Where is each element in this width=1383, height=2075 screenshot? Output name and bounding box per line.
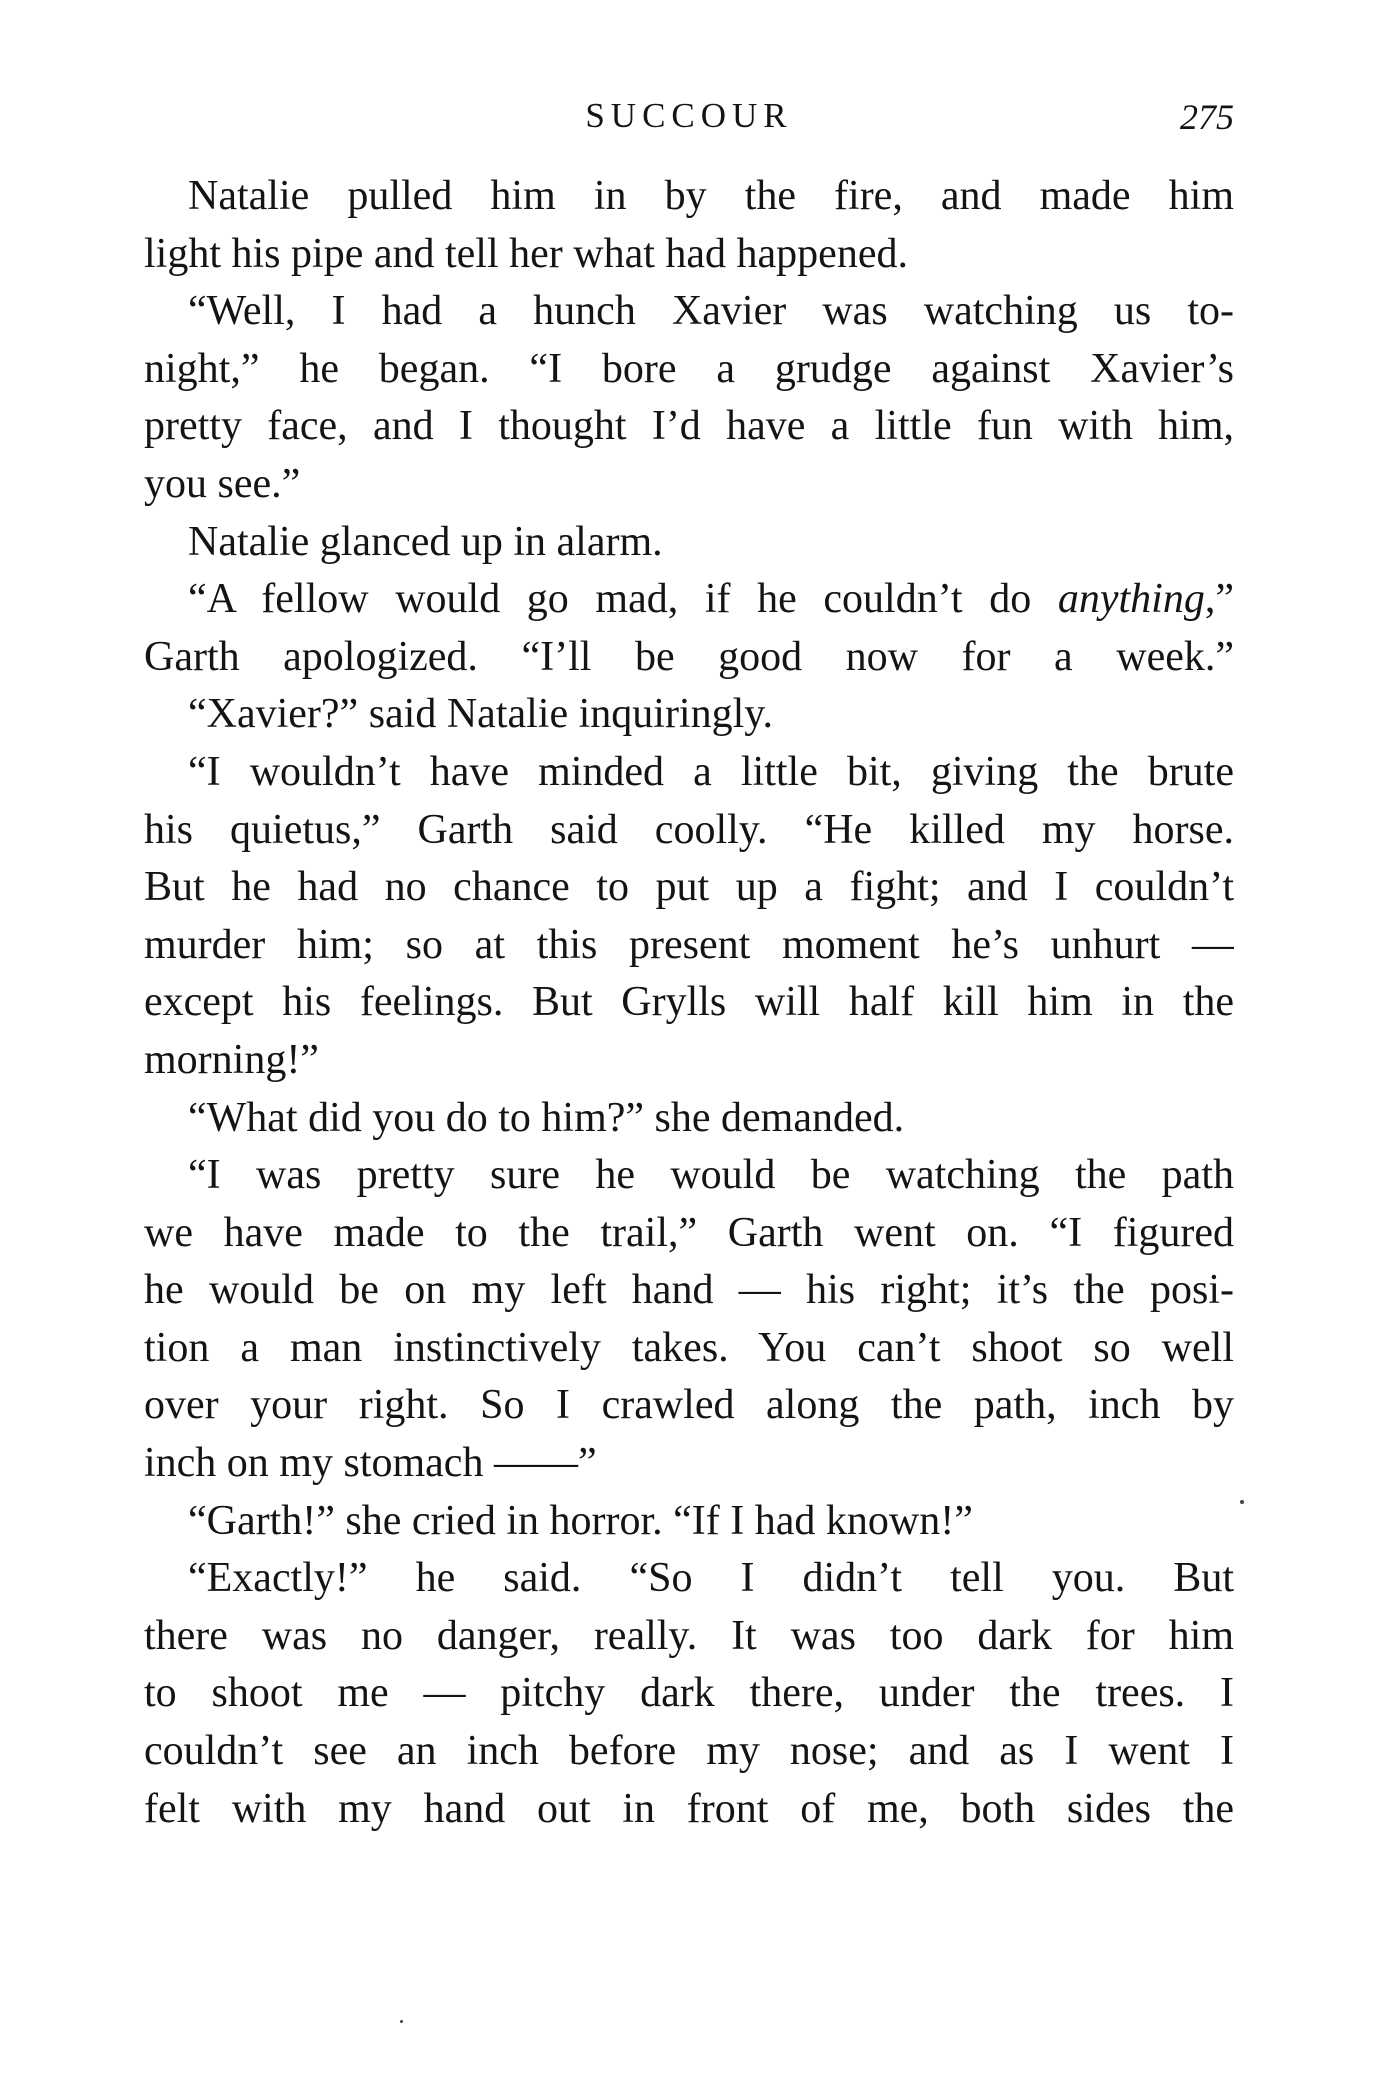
text-line: “Exactly!” he said. “So I didn’t tell you. But	[188, 1555, 1234, 1602]
page-number: 275	[1180, 97, 1234, 137]
text-line: Natalie glanced up in alarm.	[188, 518, 663, 565]
text-line: But he had no chance to put up a fight; and I couldn’t	[144, 864, 1234, 911]
text-line: Garth apologized. “I’ll be good now for a week.”	[144, 633, 1234, 680]
running-head: SUCCOUR	[585, 96, 793, 135]
text-line: over your right. So I crawled along the path, inch by	[144, 1382, 1234, 1429]
text-line: night,” he began. “I bore a grudge against Xavier’s	[144, 345, 1234, 392]
text-line: “Well, I had a hunch Xavier was watching us to-	[188, 288, 1234, 335]
text-line: felt with my hand out in front of me, both sides the	[144, 1785, 1234, 1832]
text-line: to shoot me — pitchy dark there, under the trees. I	[144, 1670, 1234, 1717]
text-line: we have made to the trail,” Garth went on. “I figured	[144, 1209, 1234, 1256]
text-line: inch on my stomach ——”	[144, 1440, 597, 1487]
text-line: couldn’t see an inch before my nose; and as I went I	[144, 1728, 1234, 1775]
text-line: Natalie pulled him in by the fire, and made him	[188, 173, 1234, 219]
text-line: “I wouldn’t have minded a little bit, giving the brute	[188, 748, 1234, 795]
print-speck	[400, 2020, 403, 2023]
text-line: except his feelings. But Grylls will half kill him in the	[144, 979, 1234, 1026]
text-line: there was no danger, really. It was too dark for him	[144, 1612, 1234, 1659]
text-line: “Xavier?” said Natalie inquiringly.	[188, 691, 774, 738]
text-line: “I was pretty sure he would be watching the path	[188, 1152, 1234, 1199]
text-line: “Garth!” she cried in horror. “If I had known!”	[188, 1497, 973, 1544]
print-speck	[1240, 1500, 1244, 1504]
text-line: you see.”	[144, 460, 301, 507]
text-line: pretty face, and I thought I’d have a little fun with him,	[144, 403, 1234, 450]
text-line: “A fellow would go mad, if he couldn’t do anything,”	[188, 576, 1234, 623]
text-line: tion a man instinctively takes. You can’t shoot so well	[144, 1324, 1234, 1371]
text-line: light his pipe and tell her what had happened.	[144, 230, 908, 277]
text-line: “What did you do to him?” she demanded.	[188, 1094, 905, 1141]
text-line: he would be on my left hand — his right; it’s the posi-	[144, 1267, 1234, 1314]
body-text	[144, 168, 1234, 1838]
text-line: his quietus,” Garth said coolly. “He killed my horse.	[144, 806, 1234, 853]
emphasis: anything	[1057, 576, 1205, 623]
text-line: morning!”	[144, 1036, 319, 1083]
text-line: murder him; so at this present moment he’s unhurt —	[144, 921, 1234, 968]
page-header	[144, 88, 1234, 148]
